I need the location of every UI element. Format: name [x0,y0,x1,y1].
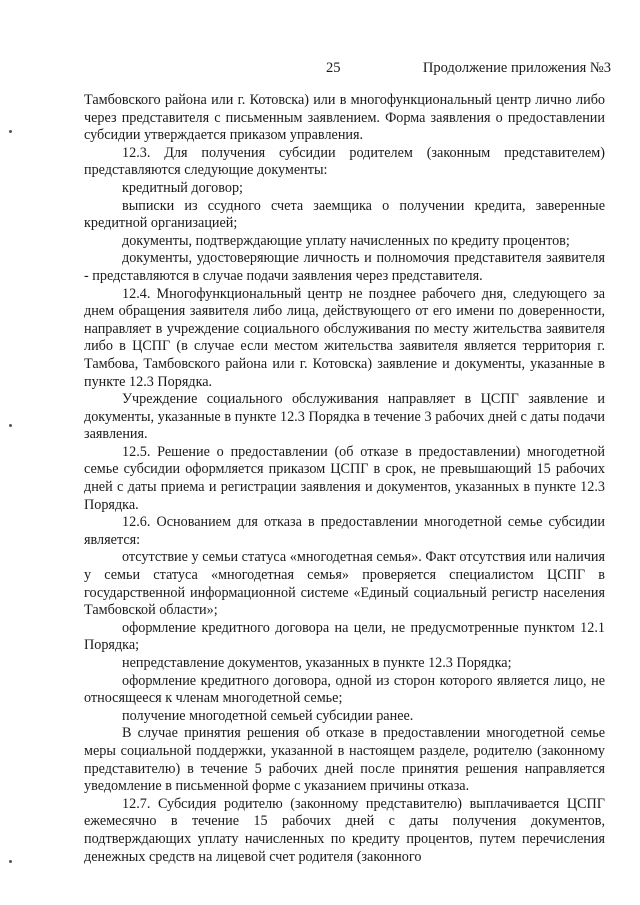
scan-mark [9,424,12,427]
list-item: получение многодетной семьей субсидии ранее. [122,707,414,724]
appendix-continuation-label: Продолжение приложения №3 [422,60,611,76]
scan-mark [9,130,12,133]
paragraph: В случае принятия решения об отказе в предоставлении многодетной семье меры социальной поддержки, указанной в настоящем разделе, родителю (законному представителю) в течение 5 рабочих дней после принятия решения направляется уведомление в письменной форме с указанием причины отказа. [84,725,605,795]
list-item: отсутствие у семьи статуса «многодетная семья». Факт отсутствия или наличия у семьи статуса «многодетная семья» проверяется специалистом ЦСПГ в государственной информационной системе «Единый социальный регистр населения Тамбовской области»; [84,549,605,619]
paragraph: 12.7. Субсидия родителю (законному представителю) выплачивается ЦСПГ ежемесячно в течение 15 рабочих дней с даты получения документов, подтверждающих уплату начисленных по кредиту процентов, путем перечисления денежных средств на лицевой счет родителя (законного [84,795,605,865]
list-item: непредставление документов, указанных в пункте 12.3 Порядка; [122,655,512,671]
page-header [0,60,640,80]
paragraph: Тамбовского района или г. Котовска) или в многофункциональный центр лично либо через представителя с письменным заявлением. Форма заявления о предоставлении субсидии утверждается приказом управления. [84,92,605,144]
page-number: 25 [326,60,341,76]
document-body [84,92,605,866]
list-item: кредитный договор; [122,179,243,196]
list-item: оформление кредитного договора, одной из сторон которого является лицо, не относящееся к членам многодетной семье; [84,672,605,707]
paragraph: 12.5. Решение о предоставлении (об отказе в предоставлении) многодетной семье субсидии оформляется приказом ЦСПГ в срок, не превышающий 15 рабочих дней с даты приема и регистрации заявления и документов, указанных в пункте 12.3 Порядка. [84,443,605,513]
paragraph: 12.3. Для получения субсидии родителем (законным представителем) представляются следующие документы: [84,144,605,179]
paragraph: Учреждение социального обслуживания направляет в ЦСПГ заявление и документы, указанные в пункте 12.3 Порядка в течение 3 рабочих дней с даты подачи заявления. [84,391,605,443]
scan-mark [9,860,12,863]
list-item: выписки из ссудного счета заемщика о получении кредита, заверенные кредитной организацией; [84,197,605,232]
list-item: документы, удостоверяющие личность и полномочия представителя заявителя - представляются в случае подачи заявления через представителя. [84,250,605,284]
list-item: оформление кредитного договора на цели, не предусмотренные пунктом 12.1 Порядка; [84,619,605,654]
paragraph: 12.4. Многофункциональный центр не позднее рабочего дня, следующего за днем обращения заявителя либо лица, действующего от его имени по доверенности, направляет в учреждение социального обслуживания по месту жительства заявителя либо в ЦСПГ (в случае если местом жительства заявителя является территория г. Тамбова, Тамбовского района или г. Котовска) заявление и документы, указанные в пункте 12.3 Порядка. [84,285,605,390]
list-item: документы, подтверждающие уплату начисленных по кредиту процентов; [122,232,570,249]
paragraph: 12.6. Основанием для отказа в предоставлении многодетной семье субсидии является: [84,514,605,548]
